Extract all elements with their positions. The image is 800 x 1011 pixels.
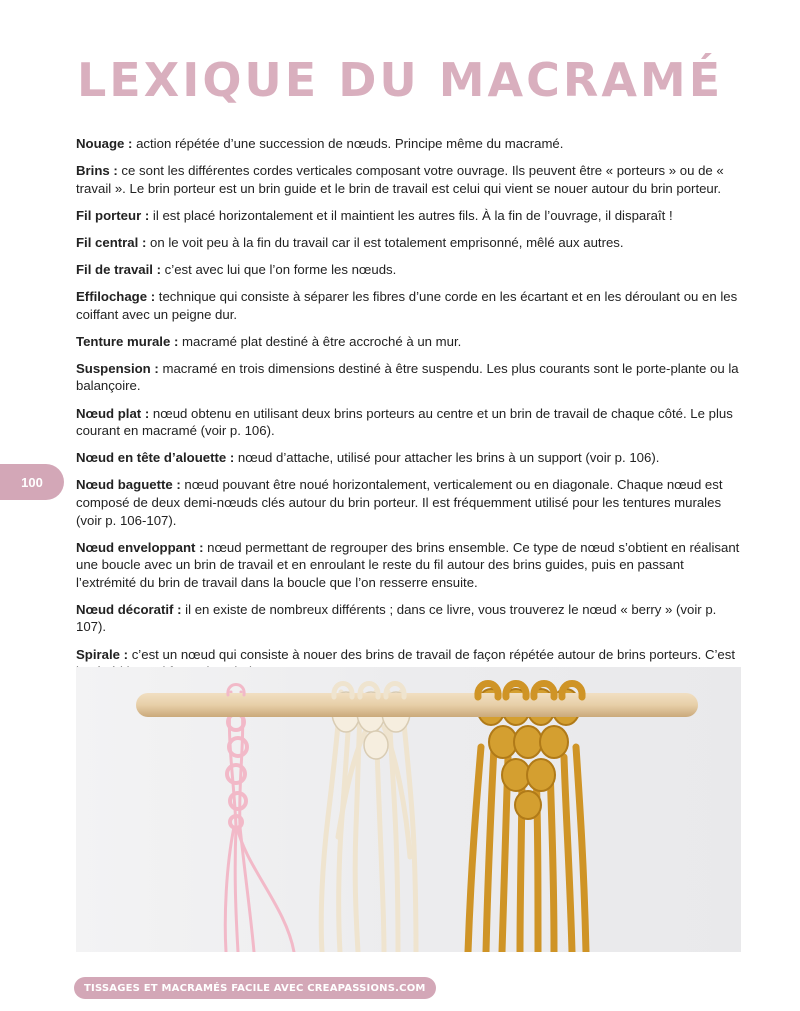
- glossary-term: Effilochage :: [76, 289, 156, 305]
- glossary-entry: [76, 539, 742, 592]
- glossary-definition: il en existe de nombreux différents ; dans ce livre, vous trouverez le nœud « berry » (voir p. 107).: [76, 601, 717, 635]
- glossary-definition: ce sont les différentes cordes verticales composant votre ouvrage. Ils peuvent être « porteurs » ou de « travail ». Le brin porteur est un brin guide et le brin de travail est celui qui vient se nouer autour du brin porteur.: [76, 163, 724, 196]
- footer-banner: [74, 977, 436, 999]
- glossary-definition: c’est avec lui que l’on forme les nœuds.: [161, 261, 397, 277]
- glossary-definition: action répétée d’une succession de nœuds. Principe même du macramé.: [132, 136, 564, 151]
- glossary-term: Fil porteur :: [76, 207, 150, 223]
- glossary-definition: nœud obtenu en utilisant deux brins porteurs au centre et un brin de travail de chaque côté. Le plus courant en macramé (voir p. 106).: [76, 405, 733, 439]
- glossary-term: Fil de travail :: [76, 261, 162, 277]
- glossary-entry: [76, 601, 742, 636]
- glossary-term: Nœud baguette :: [76, 477, 181, 493]
- page-number-tab: [0, 464, 64, 500]
- glossary-term: Nœud en tête d’alouette :: [76, 450, 235, 466]
- glossary-term: Brins :: [76, 163, 118, 179]
- glossary-term: Nœud plat :: [76, 405, 150, 421]
- glossary-definition: nœud permettant de regrouper des brins ensemble. Ce type de nœud s’obtient en réalisant une boucle avec un brin de travail et en enroulant le reste du fil autour des brins guides, puis en passant l’extrémité du brin de travail dans la boucle que l’on resserre ensuite.: [76, 539, 740, 590]
- glossary-definition: macramé en trois dimensions destiné à être suspendu. Les plus courants sont le porte-plante ou la balançoire.: [76, 360, 739, 394]
- glossary-entry: [76, 234, 742, 252]
- glossary-definition: nœud d’attache, utilisé pour attacher les brins à un support (voir p. 106).: [234, 450, 660, 466]
- glossary-definition: nœud pouvant être noué horizontalement, verticalement ou en diagonale. Chaque nœud est composé de deux demi-nœuds clés autour du brin porteur. Il est fréquemment utilisé pour les tentures murales (voir p. 106-107).: [76, 477, 723, 528]
- glossary-definition: macramé plat destiné à être accroché à un mur.: [178, 333, 462, 349]
- glossary-entry: [76, 207, 742, 225]
- glossary-definition: c’est un nœud qui consiste à nouer des brins de travail de façon répétée autour de brins porteurs. C’est: [131, 646, 736, 662]
- footer-text: TISSAGES ET MACRAMÉS FACILE AVEC CREAPASSIONS.COM: [84, 982, 426, 994]
- page-title: LEXIQUE DU MACRAMÉ: [77, 53, 724, 107]
- glossary-entry: [76, 135, 742, 153]
- glossary-term: Tenture murale :: [76, 333, 179, 349]
- glossary-entry: [76, 449, 742, 467]
- glossary-term: Nœud enveloppant :: [76, 539, 204, 555]
- glossary-definition: technique qui consiste à séparer les fibres d’une corde en les écartant et en les déroulant ou en les coiffant avec un peigne dur.: [76, 289, 738, 322]
- glossary-term: Suspension :: [76, 360, 159, 376]
- pink-spiral-sample: [225, 692, 294, 952]
- glossary-term: Nouage :: [76, 136, 133, 151]
- glossary-entry: [76, 261, 742, 279]
- page-number: 100: [21, 474, 43, 490]
- macrame-illustration: [76, 667, 741, 952]
- wooden-dowel: [136, 693, 698, 717]
- glossary-entry: [76, 333, 742, 351]
- glossary-definition: il est placé horizontalement et il maintient les autres fils. À la fin de l’ouvrage, il disparaît !: [149, 207, 673, 223]
- glossary-list: [76, 135, 742, 690]
- glossary-entry: [76, 405, 742, 440]
- glossary-entry: [76, 476, 742, 529]
- glossary-term: Nœud décoratif :: [76, 601, 182, 617]
- glossary-entry: [76, 288, 742, 323]
- glossary-term: Fil central :: [76, 234, 147, 250]
- macrame-photo: [76, 667, 741, 952]
- glossary-entry: [76, 360, 742, 395]
- glossary-definition: on le voit peu à la fin du travail car il est totalement emprisonné, mêlé aux autres.: [146, 234, 624, 250]
- glossary-term: Spirale :: [76, 646, 129, 662]
- glossary-entry: [76, 162, 742, 197]
